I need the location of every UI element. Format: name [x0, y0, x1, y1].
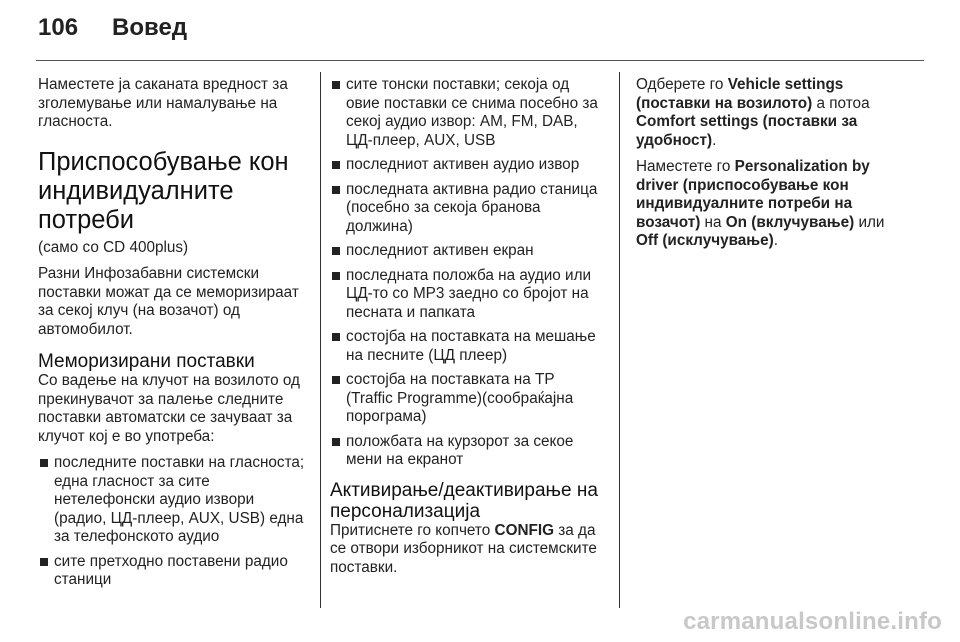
- subsection-heading: Активирање/деактивирање на персонализација: [330, 479, 598, 522]
- text-run: Одберете го: [636, 76, 728, 93]
- config-key-label: CONFIG: [494, 521, 555, 539]
- watermark: carmanualsonline.info: [683, 608, 942, 635]
- text-run: за да се отвори изборникот на системските поставки.: [330, 521, 597, 576]
- text-run: Наместете го: [636, 158, 735, 175]
- menu-label: Vehicle settings (поставки на возилото): [636, 76, 844, 112]
- list-item: последната положба на аудио или ЦД-то со MP3 заедно со бројот на песната и папката: [330, 267, 602, 323]
- text-run: или: [854, 213, 885, 231]
- header-divider: [36, 60, 924, 61]
- list-item: последната активна радио станица (посебно за секоја бранова должина): [330, 181, 602, 237]
- list-item: сите тонски поставки; секоја од овие поставки се снима посебно за секој аудио извор: AM, FM, DAB, ЦД-плеер, AUX, USB: [330, 76, 602, 150]
- bullet-list: [38, 454, 306, 590]
- page-header: [38, 14, 187, 42]
- text-run: Притиснете го копчето: [330, 521, 495, 539]
- list-item: положбата на курзорот за секое мени на екранот: [330, 433, 602, 470]
- option-label: Off (исклучување): [636, 232, 774, 249]
- bullet-list: [330, 76, 602, 470]
- list-item: состојба на поставката на TP (Traffic Programme)(сообраќајна порограма): [330, 371, 602, 427]
- section-heading: Приспособување кон индивидуалните потреби: [38, 147, 289, 234]
- column-divider-1: [320, 72, 321, 608]
- instruction-paragraph-2: [636, 158, 904, 251]
- list-item: последните поставки на гласноста; една гласност за сите нетелефонски аудио извори (радио, ЦД-плеер, AUX, USB) една за телефонското аудио: [38, 454, 306, 547]
- section-subtitle: (само со CD 400plus): [38, 238, 189, 256]
- text-run: на: [700, 213, 726, 231]
- page-number: 106: [38, 14, 79, 41]
- subsection-paragraph: Со вадење на клучот на возилото од прекинувачот за палење следните поставки автоматски се зачуваат за клучот кој е во употреба:: [38, 372, 300, 445]
- menu-label: Personalization by driver (приспособување кон индивидуалните потреби на возачот): [636, 158, 870, 231]
- list-item: состојба на поставката на мешање на песните (ЦД плеер): [330, 328, 602, 365]
- menu-label: Comfort settings (поставки за удобност): [636, 113, 858, 149]
- section-paragraph: Разни Инфозабавни системски поставки можат да се меморизираат за секој клуч (на возачот) од автомобилот.: [38, 265, 299, 338]
- column-1: [38, 76, 306, 596]
- column-divider-2: [619, 72, 620, 608]
- column-3: [636, 76, 904, 259]
- column-2: [330, 76, 602, 585]
- text-run: а потоа: [812, 94, 870, 112]
- list-item: сите претходно поставени радио станици: [38, 553, 306, 590]
- chapter-title: Вовед: [112, 14, 188, 41]
- instruction-paragraph-1: [636, 76, 904, 150]
- subsection-paragraph: [330, 522, 602, 578]
- list-item: последниот активен екран: [330, 242, 602, 261]
- intro-paragraph: Наместете ја саканата вредност за зголемување или намалување на гласноста.: [38, 76, 288, 130]
- text-run: .: [712, 131, 717, 149]
- option-label: On (вклучување): [725, 213, 855, 231]
- list-item: последниот активен аудио извор: [330, 156, 602, 175]
- text-run: .: [773, 232, 779, 249]
- subsection-heading: Меморизирани поставки: [38, 351, 255, 372]
